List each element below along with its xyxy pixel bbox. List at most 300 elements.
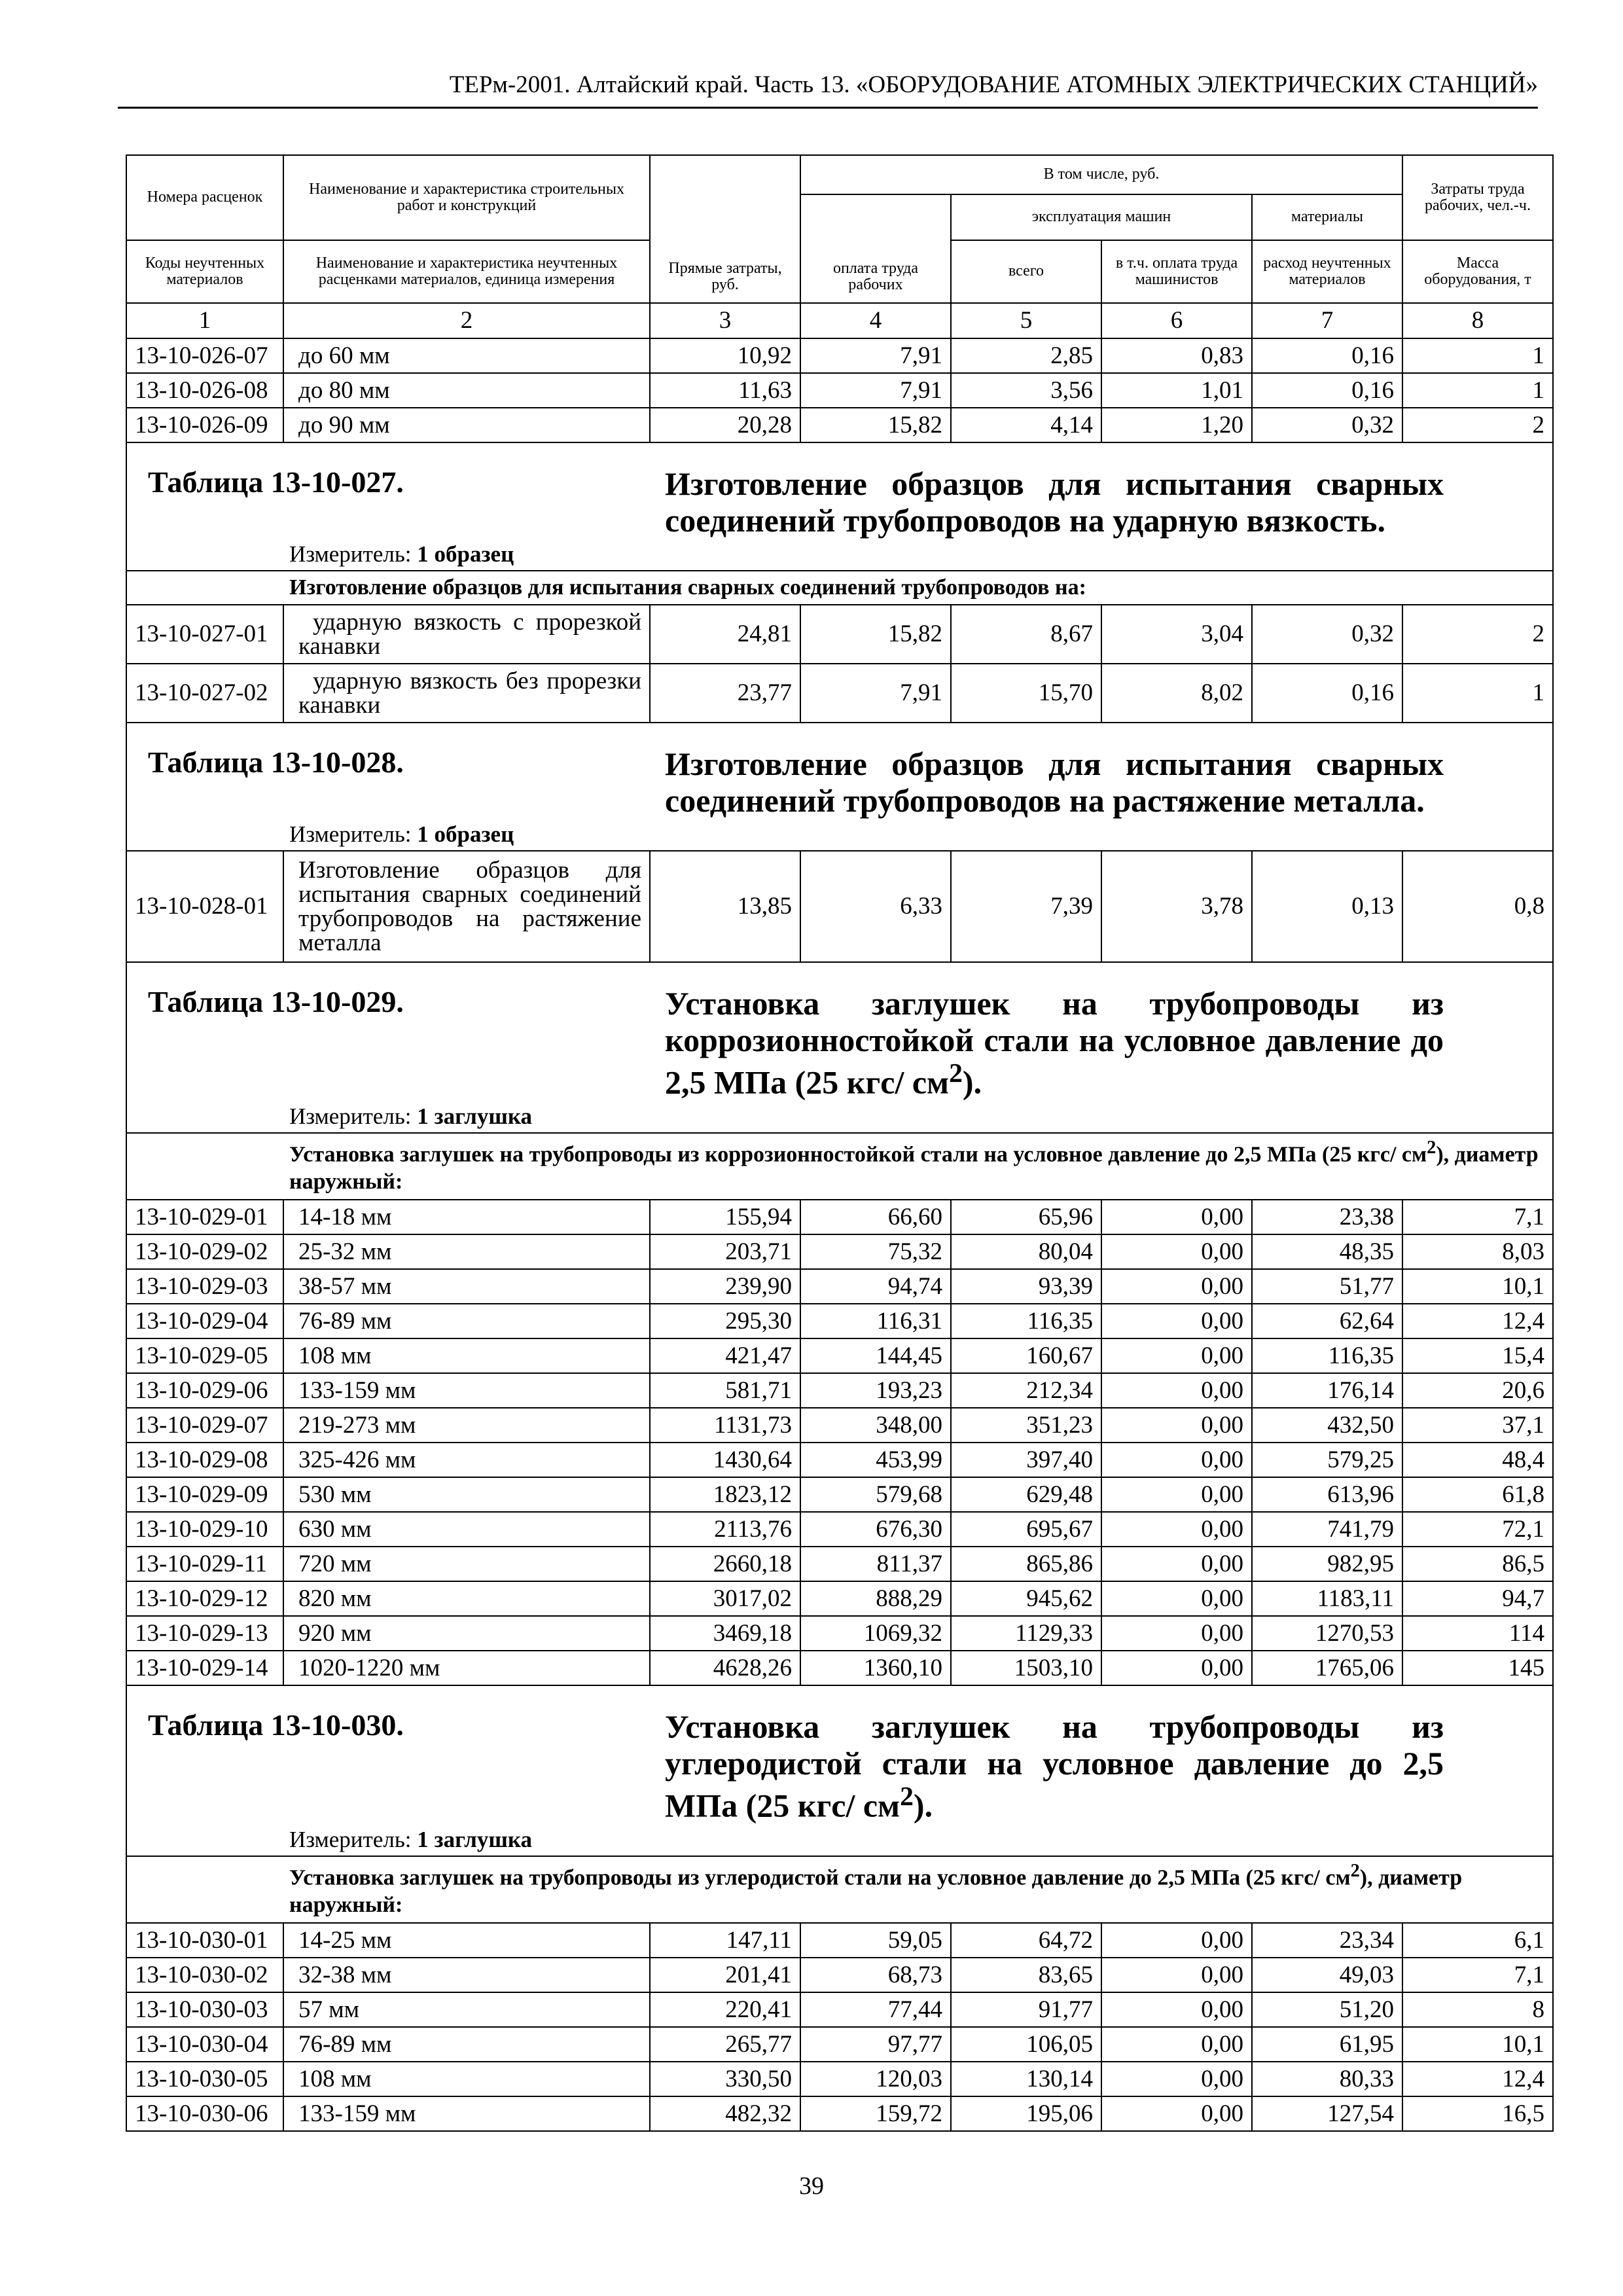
hdr-machinist-pay: в т.ч. оплата труда машинистов [1101,240,1252,303]
machines-total: 83,65 [951,1958,1101,1992]
machines-total: 160,67 [951,1338,1101,1373]
worker-pay: 77,44 [800,1992,951,2027]
table-row [126,605,1553,664]
rate-code: 13-10-029-05 [126,1338,283,1373]
materials-cost: 116,35 [1252,1338,1402,1373]
col-number: 4 [800,303,951,338]
rate-code: 13-10-029-02 [126,1234,283,1269]
labor-or-mass: 6,1 [1402,1923,1553,1958]
labor-or-mass: 10,1 [1402,1269,1553,1304]
machinist-pay: 0,00 [1101,1992,1252,2027]
materials-cost: 1270,53 [1252,1616,1402,1651]
rate-code: 13-10-029-11 [126,1547,283,1581]
worker-pay: 116,31 [800,1304,951,1338]
worker-pay: 159,72 [800,2096,951,2131]
worker-pay: 7,91 [800,664,951,723]
rate-code: 13-10-026-08 [126,373,283,408]
work-name: 57 мм [283,1992,650,2027]
labor-or-mass: 1 [1402,373,1553,408]
materials-cost: 741,79 [1252,1512,1402,1547]
meter-cell [126,1824,1553,1856]
direct-costs: 3017,02 [650,1581,800,1616]
table-row [126,338,1553,373]
rate-code: 13-10-029-03 [126,1269,283,1304]
work-name: 820 мм [283,1581,650,1616]
meter-label: Измеритель: [289,1103,412,1130]
direct-costs: 1430,64 [650,1443,800,1477]
machines-total: 2,85 [951,338,1101,373]
meter-cell [126,539,1553,571]
machinist-pay: 0,00 [1101,1616,1252,1651]
table-row [126,1338,1553,1373]
machinist-pay: 0,00 [1101,1304,1252,1338]
worker-pay: 75,32 [800,1234,951,1269]
machines-total: 1129,33 [951,1616,1101,1651]
labor-or-mass: 20,6 [1402,1373,1553,1408]
section-cell [126,1685,1553,1824]
worker-pay: 811,37 [800,1547,951,1581]
section-cell [126,723,1553,819]
work-name: 38-57 мм [283,1269,650,1304]
rate-code: 13-10-027-01 [126,605,283,664]
work-name: 32-38 мм [283,1958,650,1992]
col-number: 8 [1402,303,1553,338]
rate-code: 13-10-029-13 [126,1616,283,1651]
direct-costs: 1823,12 [650,1477,800,1512]
rate-code: 13-10-029-01 [126,1200,283,1234]
work-name: 219-273 мм [283,1408,650,1443]
machinist-pay: 0,00 [1101,1373,1252,1408]
machines-total: 397,40 [951,1443,1101,1477]
page-number: 39 [799,2172,824,2200]
work-name: 76-89 мм [283,2027,650,2062]
machinist-pay: 8,02 [1101,664,1252,723]
meter-row [126,539,1553,571]
table-row [126,408,1553,442]
work-name: 108 мм [283,1338,650,1373]
machinist-pay: 3,78 [1101,851,1252,962]
table-title-text: Установка заглушек на трубопроводы из коррозионностойкой стали на условное давление до 2,5 МПа (25 кгс/ см [665,985,1444,1101]
machines-total: 3,56 [951,373,1101,408]
table-title-text: Установка заглушек на трубопроводы из углеродистой стали на условное давление до 2,5 МПа (25 кгс/ см [665,1708,1444,1824]
work-name: 133-159 мм [283,2096,650,2131]
col-number: 2 [283,303,650,338]
work-name: до 90 мм [283,408,650,442]
hdr-col2-top: Наименование и характеристика строительных работ и конструкций [283,155,650,240]
labor-or-mass: 114 [1402,1616,1553,1651]
hdr-including: В том числе, руб. [800,155,1402,194]
labor-or-mass: 86,5 [1402,1547,1553,1581]
direct-costs: 295,30 [650,1304,800,1338]
work-name: 530 мм [283,1477,650,1512]
table-number: Таблица 13-10-029. [148,985,404,1018]
machines-total: 106,05 [951,2027,1101,2062]
machinist-pay: 0,00 [1101,1443,1252,1477]
group-header-text: Установка заглушек на трубопроводы из углеродистой стали на условное давление до 2,5 МПа (25 кгс/ см [289,1865,1351,1890]
machinist-pay: 1,01 [1101,373,1252,408]
table-number: Таблица 13-10-027. [148,465,404,499]
labor-or-mass: 145 [1402,1651,1553,1685]
meter-row [126,819,1553,851]
table-title-end: ). [962,1064,982,1101]
group-header-row [126,1133,1553,1200]
machines-total: 15,70 [951,664,1101,723]
meter-row [126,1101,1553,1133]
rate-code: 13-10-029-06 [126,1373,283,1408]
labor-or-mass: 12,4 [1402,2062,1553,2096]
table-row [126,1304,1553,1338]
rate-code: 13-10-026-07 [126,338,283,373]
table-row [126,851,1553,962]
work-name: Изготовление образцов для испытания сварных соединений трубопроводов на растяжение металла [283,851,650,962]
direct-costs: 2660,18 [650,1547,800,1581]
machinist-pay: 0,00 [1101,1651,1252,1685]
materials-cost: 127,54 [1252,2096,1402,2131]
materials-cost: 0,13 [1252,851,1402,962]
materials-cost: 0,32 [1252,408,1402,442]
machinist-pay: 0,00 [1101,1269,1252,1304]
machines-total: 130,14 [951,2062,1101,2096]
superscript: 2 [1350,1860,1360,1881]
group-header-row [126,1856,1553,1923]
machines-total: 91,77 [951,1992,1101,2027]
work-name: ударную вязкость без прорезки канавки [283,664,650,723]
direct-costs: 265,77 [650,2027,800,2062]
labor-or-mass: 7,1 [1402,1200,1553,1234]
direct-costs: 10,92 [650,338,800,373]
materials-cost: 579,25 [1252,1443,1402,1477]
hdr-col2-bottom: Наименование и характеристика неучтенных расценками материалов, единица измерения [283,240,650,303]
table-row [126,1616,1553,1651]
worker-pay: 66,60 [800,1200,951,1234]
machines-total: 93,39 [951,1269,1101,1304]
materials-cost: 0,16 [1252,338,1402,373]
machinist-pay: 3,04 [1101,605,1252,664]
table-row [126,2027,1553,2062]
machines-total: 629,48 [951,1477,1101,1512]
rate-code: 13-10-027-02 [126,664,283,723]
machinist-pay: 0,83 [1101,338,1252,373]
labor-or-mass: 0,8 [1402,851,1553,962]
direct-costs: 23,77 [650,664,800,723]
rate-code: 13-10-030-03 [126,1992,283,2027]
materials-cost: 62,64 [1252,1304,1402,1338]
machinist-pay: 0,00 [1101,1477,1252,1512]
machines-total: 64,72 [951,1923,1101,1958]
machines-total: 945,62 [951,1581,1101,1616]
table-title-text: Изготовление образцов для испытания сварных соединений трубопроводов на растяжение металла. [665,745,1444,819]
rate-code: 13-10-029-09 [126,1477,283,1512]
direct-costs: 155,94 [650,1200,800,1234]
work-name: 133-159 мм [283,1373,650,1408]
rate-code: 13-10-029-08 [126,1443,283,1477]
header-row-1 [126,155,1553,194]
machines-total: 8,67 [951,605,1101,664]
machinist-pay: 0,00 [1101,2062,1252,2096]
worker-pay: 193,23 [800,1373,951,1408]
worker-pay: 7,91 [800,338,951,373]
superscript: 2 [1427,1137,1436,1158]
labor-or-mass: 16,5 [1402,2096,1553,2131]
direct-costs: 11,63 [650,373,800,408]
column-numbers-row [126,303,1553,338]
worker-pay: 453,99 [800,1443,951,1477]
group-header [126,1856,1553,1923]
group-header [126,1133,1553,1200]
table-row [126,1958,1553,1992]
hdr-worker-pay: оплата труда рабочих [800,194,951,303]
worker-pay: 579,68 [800,1477,951,1512]
table-title [665,745,1444,819]
direct-costs: 421,47 [650,1338,800,1373]
machinist-pay: 0,00 [1101,1408,1252,1443]
labor-or-mass: 72,1 [1402,1512,1553,1547]
direct-costs: 3469,18 [650,1616,800,1651]
work-name: ударную вязкость с прорезкой канавки [283,605,650,664]
meter-value: 1 заглушка [417,1103,533,1130]
table-row [126,1992,1553,2027]
labor-or-mass: 7,1 [1402,1958,1553,1992]
direct-costs: 20,28 [650,408,800,442]
machinist-pay: 0,00 [1101,1234,1252,1269]
machines-total: 7,39 [951,851,1101,962]
superscript: 2 [900,1781,914,1812]
machinist-pay: 1,20 [1101,408,1252,442]
meter-row [126,1824,1553,1856]
table-title-end: ). [913,1787,933,1824]
direct-costs: 203,71 [650,1234,800,1269]
direct-costs: 4628,26 [650,1651,800,1685]
labor-or-mass: 61,8 [1402,1477,1553,1512]
materials-cost: 51,77 [1252,1269,1402,1304]
table-row [126,664,1553,723]
machines-total: 695,67 [951,1512,1101,1547]
materials-cost: 0,32 [1252,605,1402,664]
materials-cost: 48,35 [1252,1234,1402,1269]
worker-pay: 6,33 [800,851,951,962]
machines-total: 65,96 [951,1200,1101,1234]
table-title [665,985,1444,1101]
rate-code: 13-10-030-05 [126,2062,283,2096]
direct-costs: 220,41 [650,1992,800,2027]
machines-total: 351,23 [951,1408,1101,1443]
table-row [126,1581,1553,1616]
group-header-row [126,571,1553,605]
work-name: 720 мм [283,1547,650,1581]
labor-or-mass: 1 [1402,664,1553,723]
work-name: 630 мм [283,1512,650,1547]
worker-pay: 59,05 [800,1923,951,1958]
section-cell [126,442,1553,539]
table-section-header [126,723,1553,819]
labor-or-mass: 15,4 [1402,1338,1553,1373]
work-name: 920 мм [283,1616,650,1651]
materials-cost: 49,03 [1252,1958,1402,1992]
table-row [126,1234,1553,1269]
worker-pay: 888,29 [800,1581,951,1616]
table-row [126,1547,1553,1581]
worker-pay: 97,77 [800,2027,951,2062]
machinist-pay: 0,00 [1101,2096,1252,2131]
hdr-machines: эксплуатация машин [951,194,1252,240]
machines-total: 80,04 [951,1234,1101,1269]
worker-pay: 1360,10 [800,1651,951,1685]
hdr-col1-bottom: Коды неучтенных материалов [126,240,283,303]
table-section-header [126,1685,1553,1824]
direct-costs: 239,90 [650,1269,800,1304]
labor-or-mass: 8,03 [1402,1234,1553,1269]
machines-total: 1503,10 [951,1651,1101,1685]
table-row [126,1200,1553,1234]
machinist-pay: 0,00 [1101,1338,1252,1373]
work-name: 108 мм [283,2062,650,2096]
meter-cell [126,1101,1553,1133]
table-row [126,1512,1553,1547]
superscript: 2 [949,1058,963,1088]
worker-pay: 1069,32 [800,1616,951,1651]
direct-costs: 1131,73 [650,1408,800,1443]
section-cell [126,962,1553,1101]
materials-cost: 51,20 [1252,1992,1402,2027]
hdr-direct-costs: Прямые затраты, руб. [650,155,800,303]
work-name: до 80 мм [283,373,650,408]
hdr-col1-top: Номера расценок [126,155,283,240]
meter-value: 1 образец [417,821,514,848]
materials-cost: 80,33 [1252,2062,1402,2096]
group-header: Изготовление образцов для испытания сварных соединений трубопроводов на: [126,571,1553,605]
work-name: 25-32 мм [283,1234,650,1269]
meter-label: Измеритель: [289,1827,412,1853]
rate-code: 13-10-030-01 [126,1923,283,1958]
work-name: 76-89 мм [283,1304,650,1338]
materials-cost: 0,16 [1252,373,1402,408]
worker-pay: 94,74 [800,1269,951,1304]
meter-cell [126,819,1553,851]
labor-or-mass: 37,1 [1402,1408,1553,1443]
hdr-machines-total: всего [951,240,1101,303]
machinist-pay: 0,00 [1101,1923,1252,1958]
materials-cost: 23,34 [1252,1923,1402,1958]
hdr-materials: материалы [1252,194,1402,240]
worker-pay: 120,03 [800,2062,951,2096]
machinist-pay: 0,00 [1101,1958,1252,1992]
materials-cost: 23,38 [1252,1200,1402,1234]
materials-cost: 613,96 [1252,1477,1402,1512]
group-header-text: Установка заглушек на трубопроводы из коррозионностойкой стали на условное давление до 2,5 МПа (25 кгс/ см [289,1141,1427,1166]
direct-costs: 581,71 [650,1373,800,1408]
table-section-header [126,962,1553,1101]
machinist-pay: 0,00 [1101,1512,1252,1547]
table-row [126,1923,1553,1958]
machinist-pay: 0,00 [1101,1200,1252,1234]
materials-cost: 432,50 [1252,1408,1402,1443]
rate-code: 13-10-029-04 [126,1304,283,1338]
direct-costs: 24,81 [650,605,800,664]
materials-cost: 61,95 [1252,2027,1402,2062]
rate-code: 13-10-029-14 [126,1651,283,1685]
direct-costs: 482,32 [650,2096,800,2131]
direct-costs: 330,50 [650,2062,800,2096]
machines-total: 212,34 [951,1373,1101,1408]
table-row [126,1373,1553,1408]
running-head: ТЕРм-2001. Алтайский край. Часть 13. «ОБОРУДОВАНИЕ АТОМНЫХ ЭЛЕКТРИЧЕСКИХ СТАНЦИЙ» [118,71,1538,109]
hdr-col8-bottom: Масса оборудования, т [1402,240,1553,303]
materials-cost: 0,16 [1252,664,1402,723]
meter-value: 1 образец [417,541,514,567]
table-row [126,1651,1553,1685]
hdr-unaccounted-materials: расход неучтенных материалов [1252,240,1402,303]
materials-cost: 1183,11 [1252,1581,1402,1616]
rate-code: 13-10-030-04 [126,2027,283,2062]
rate-code: 13-10-026-09 [126,408,283,442]
labor-or-mass: 2 [1402,605,1553,664]
materials-cost: 176,14 [1252,1373,1402,1408]
machines-total: 4,14 [951,408,1101,442]
work-name: 1020-1220 мм [283,1651,650,1685]
worker-pay: 15,82 [800,605,951,664]
group-header-end: ), диаметр наружный: [289,1141,1539,1194]
meter-label: Измеритель: [289,821,412,848]
col-number: 5 [951,303,1101,338]
rate-code: 13-10-030-06 [126,2096,283,2131]
table-number: Таблица 13-10-028. [148,745,404,779]
materials-cost: 982,95 [1252,1547,1402,1581]
meter-label: Измеритель: [289,541,412,567]
worker-pay: 15,82 [800,408,951,442]
table-row [126,373,1553,408]
rates-table [126,154,1554,2132]
work-name: 14-18 мм [283,1200,650,1234]
worker-pay: 348,00 [800,1408,951,1443]
group-header-end: ), диаметр наружный: [289,1865,1463,1918]
materials-cost: 1765,06 [1252,1651,1402,1685]
col-number: 1 [126,303,283,338]
direct-costs: 201,41 [650,1958,800,1992]
rate-code: 13-10-029-10 [126,1512,283,1547]
table-section-header [126,442,1553,539]
col-number: 3 [650,303,800,338]
table-row [126,1408,1553,1443]
machines-total: 865,86 [951,1547,1101,1581]
table-title [665,1708,1444,1824]
table-row [126,2096,1553,2131]
labor-or-mass: 12,4 [1402,1304,1553,1338]
labor-or-mass: 94,7 [1402,1581,1553,1616]
machinist-pay: 0,00 [1101,1581,1252,1616]
col-number: 7 [1252,303,1402,338]
col-number: 6 [1101,303,1252,338]
direct-costs: 147,11 [650,1923,800,1958]
hdr-col8-top: Затраты труда рабочих, чел.-ч. [1402,155,1553,240]
table-row [126,1443,1553,1477]
table-title [665,465,1444,539]
machines-total: 116,35 [951,1304,1101,1338]
machinist-pay: 0,00 [1101,2027,1252,2062]
rate-code: 13-10-030-02 [126,1958,283,1992]
worker-pay: 7,91 [800,373,951,408]
work-name: до 60 мм [283,338,650,373]
labor-or-mass: 48,4 [1402,1443,1553,1477]
worker-pay: 676,30 [800,1512,951,1547]
labor-or-mass: 1 [1402,338,1553,373]
direct-costs: 13,85 [650,851,800,962]
table-row [126,1477,1553,1512]
machines-total: 195,06 [951,2096,1101,2131]
table-title-text: Изготовление образцов для испытания сварных соединений трубопроводов на ударную вязкость. [665,465,1444,539]
labor-or-mass: 2 [1402,408,1553,442]
meter-value: 1 заглушка [417,1827,533,1853]
table-row [126,2062,1553,2096]
